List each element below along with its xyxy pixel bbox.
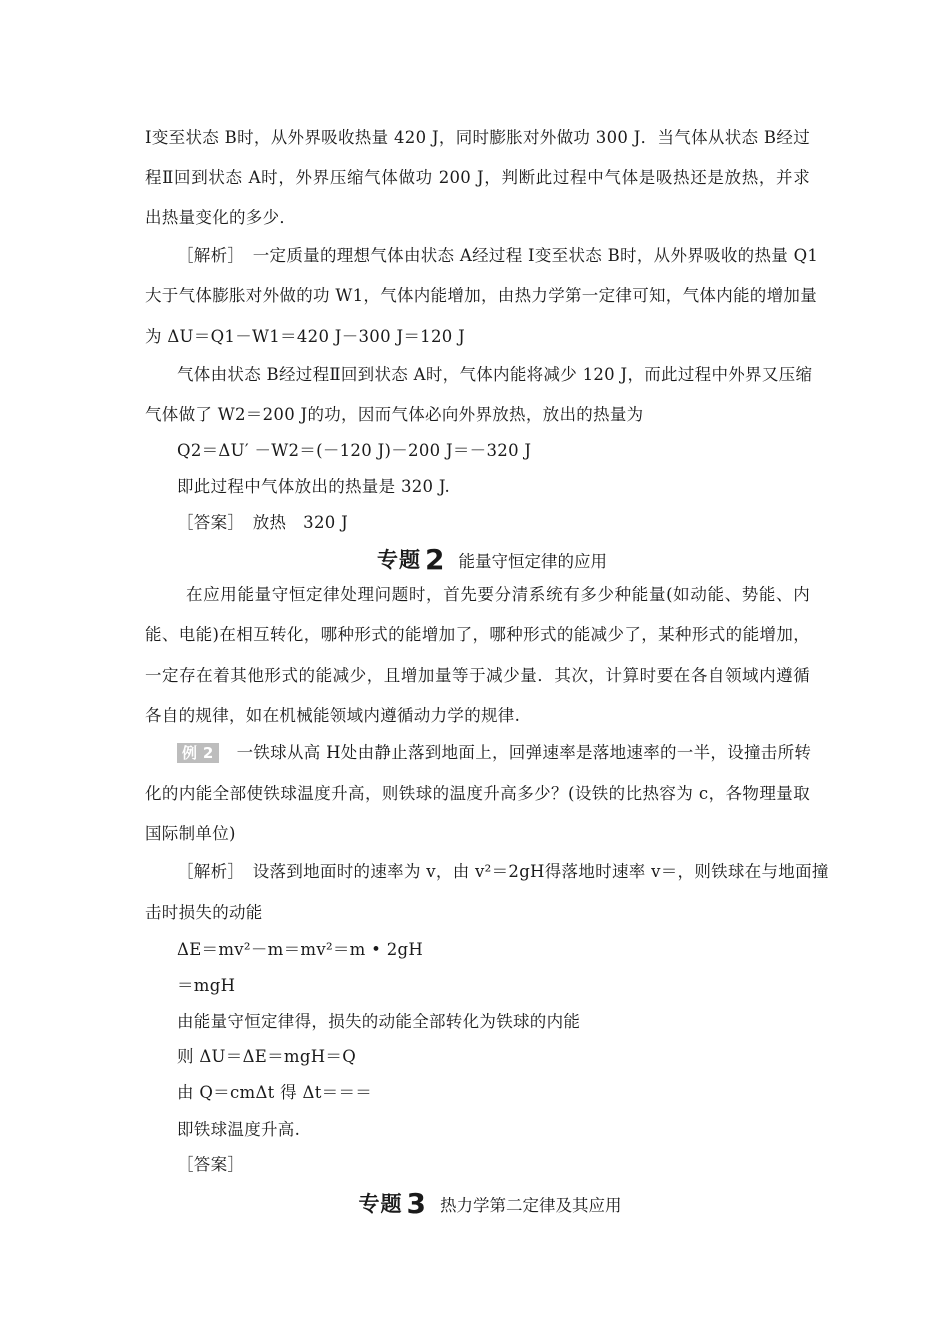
conclusion-line: 即此过程中气体放出的热量是 320 J. <box>177 477 451 496</box>
analysis-line: ［解析］ 设落到地面时的速率为 v，由 v²＝2gH得落地时速率 v＝，则铁球在与地面撞 <box>177 862 829 881</box>
text-line: 化的内能全部使铁球温度升高，则铁球的温度升高多少？(设铁的比热容为 c，各物理量取 <box>145 784 810 803</box>
answer-line: ［答案］ <box>177 1155 245 1174</box>
equation-line: 为 ΔU＝Q1－W1＝420 J－300 J＝120 J <box>145 327 466 346</box>
equation-line: ＝mgH <box>177 976 236 995</box>
example-line <box>177 742 810 764</box>
equation-line: Q2＝ΔU′ －W2＝(－120 J)－200 J＝－320 J <box>177 441 532 460</box>
heading-title: 热力学第二定律及其应用 <box>439 1196 622 1215</box>
text-line: 大于气体膨胀对外做的功 W1，气体内能增加，由热力学第一定律可知，气体内能的增加量 <box>145 286 818 305</box>
text-line: 一定存在着其他形式的能减少，且增加量等于减少量．其次，计算时要在各自领域内遵循 <box>145 666 810 685</box>
section-heading-3 <box>15 1187 950 1220</box>
text-line: 各自的规律，如在机械能领域内遵循动力学的规律. <box>145 706 521 725</box>
text-line: 出热量变化的多少． <box>145 208 297 227</box>
example-text: 一铁球从高 H处由静止落到地面上，回弹速率是落地速率的一半，设撞击所转 <box>236 743 812 762</box>
text-line: Ⅰ变至状态 B时，从外界吸收热量 420 J，同时膨胀对外做功 300 J．当气体从状态 B经过 <box>145 128 810 147</box>
analysis-line: ［解析］ 一定质量的理想气体由状态 A经过程 Ⅰ变至状态 B时，从外界吸收的热量 Q1 <box>177 246 819 265</box>
text-line: 程Ⅱ回到状态 A时，外界压缩气体做功 200 J，判断此过程中气体是吸热还是放热，并求 <box>145 168 810 187</box>
heading-label: 专题 <box>377 548 421 572</box>
heading-title: 能量守恒定律的应用 <box>458 552 607 571</box>
text-line: 气体做了 W2＝200 J的功，因而气体必向外界放热，放出的热量为 <box>145 405 644 424</box>
equation-line: ΔE＝mv²－m＝mv²＝m • 2gH <box>177 940 424 959</box>
text-line: 能、电能)在相互转化，哪种形式的能增加了，哪种形式的能减少了，某种形式的能增加， <box>145 625 810 644</box>
answer-line: ［答案］ 放热 320 J <box>177 513 349 532</box>
text-line: 国际制单位) <box>145 824 236 843</box>
section-heading-2 <box>17 543 950 576</box>
heading-number: 2 <box>425 543 445 576</box>
text-line: 在应用能量守恒定律处理问题时，首先要分清系统有多少种能量(如动能、势能、内 <box>186 585 810 604</box>
conclusion-line: 即铁球温度升高. <box>177 1120 301 1139</box>
text-line: 击时损失的动能 <box>145 903 263 922</box>
equation-line: 则 ΔU＝ΔE＝mgH＝Q <box>177 1047 357 1066</box>
heading-number: 3 <box>406 1187 426 1220</box>
text-line: 气体由状态 B经过程Ⅱ回到状态 A时，气体内能将减少 120 J，而此过程中外界又压缩 <box>177 365 813 384</box>
text-line: 由能量守恒定律得，损失的动能全部转化为铁球的内能 <box>177 1012 581 1031</box>
heading-label: 专题 <box>358 1192 403 1216</box>
equation-line: 由 Q＝cmΔt 得 Δt＝＝＝ <box>177 1083 373 1102</box>
example-badge: 例 2 <box>177 743 219 763</box>
